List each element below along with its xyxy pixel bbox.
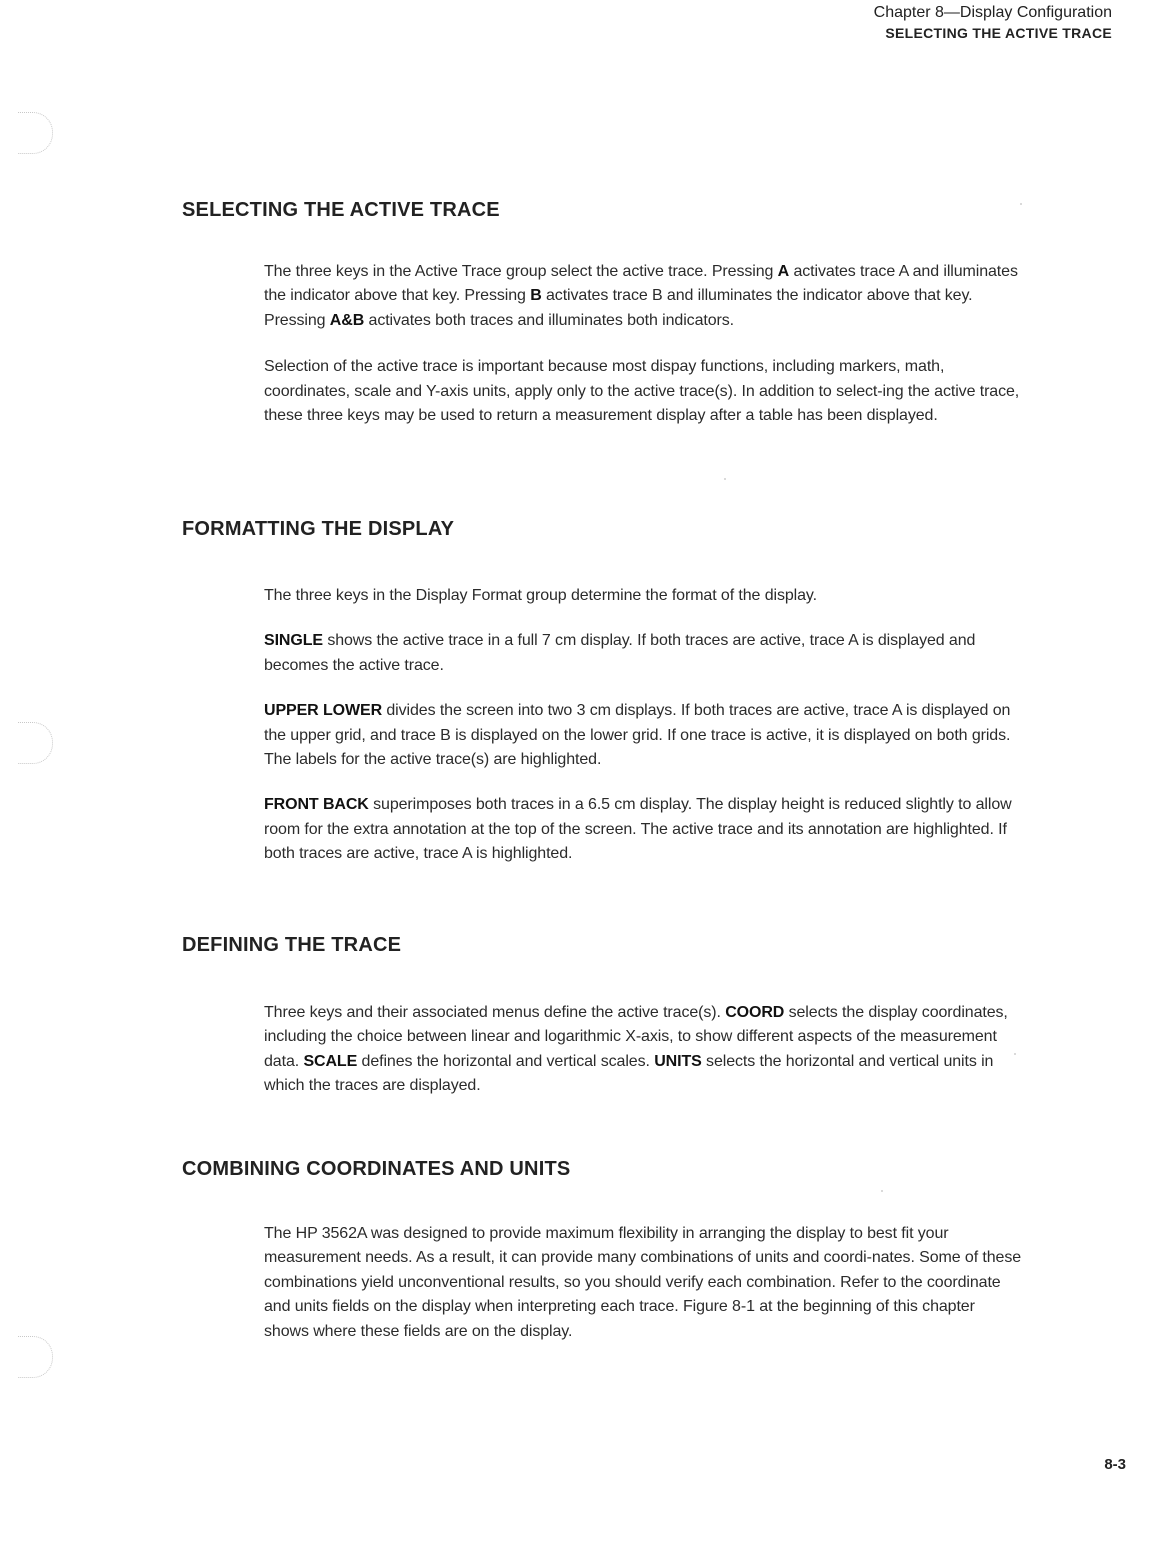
text-run: activates both traces and illuminates both indicators. [364,311,734,329]
section-body [264,260,1024,428]
section-formatting-display [182,516,1026,867]
paragraph [264,699,1024,772]
section-selecting-active-trace [182,197,1026,428]
text-run: shows the active trace in a full 7 cm display. If both traces are active, trace A is displayed and becomes the active trace. [264,632,976,674]
text-run: Three keys and their associated menus define the active trace(s). [264,1004,726,1021]
paragraph: Selection of the active trace is important because most dispay functions, including markers, math, coordinates, scale and Y-axis units, apply only to the active trace(s). In addition to select-ing the active trace, these three keys may be used to return a measurement display after a table has been displayed. [264,358,1020,425]
key-label-b: B [530,287,542,305]
text-run: divides the screen into two 3 cm displays. If both traces are active, trace A is displayed on the upper grid, and trace B is displayed on the lower grid. If one trace is active, it is displayed on both grids. The labels for the active trace(s) are highlighted. [264,702,1011,769]
binder-hole-bottom [18,1336,53,1378]
binder-hole-middle [18,722,53,764]
scan-speck [881,1190,883,1192]
paragraph [264,260,1024,333]
binder-hole-top [18,112,53,154]
paragraph [264,1001,1024,1099]
key-label-a-and-b: A&B [329,311,365,329]
key-label-front-back: FRONT BACK [264,796,369,814]
paragraph [264,629,1024,678]
section-body [264,1001,1024,1099]
scan-speck [1020,203,1022,205]
section-heading: DEFINING THE TRACE [182,934,402,956]
section-combining-coordinates-units [182,1156,1026,1344]
scan-speck [724,478,726,480]
paragraph: The three keys in the Display Format group determine the format of the display. [264,587,817,604]
running-header [874,3,1112,43]
paragraph: The HP 3562A was designed to provide maximum flexibility in arranging the display to best fit your measurement needs. As a result, it can provide many combinations of units and coordi-nates. Some of these combinations yield unconventional results, so you should verify each combination. Refer to the coordinate and units fields on the display when interpreting each trace. Figure 8-1 at the beginning of this chapter shows where these fields are on the display. [264,1225,1022,1340]
text-run: activates trace B and illuminates the indicator above that key. Pressing [264,287,973,329]
key-label-a: A [777,263,790,280]
text-run: defines the horizontal and vertical scales. [357,1052,655,1070]
paragraph [264,793,1024,866]
text-run: superimposes both traces in a 6.5 cm display. The display height is reduced slightly to allow room for the extra annotation at the top of the screen. The active trace and its annotation are highlighted. If both traces are active, trace A is highlighted. [264,796,1012,863]
key-label-units: UNITS [654,1052,702,1070]
text-run: The three keys in the Active Trace group select the active trace. Pressing [264,263,778,280]
section-defining-trace [182,932,1026,1099]
chapter-title: Chapter 8—Display Configuration [873,4,1112,21]
section-heading: COMBINING COORDINATES AND UNITS [182,1158,571,1180]
scan-speck [1014,1053,1016,1055]
key-label-coord: COORD [725,1004,785,1021]
key-label-scale: SCALE [303,1052,358,1070]
key-label-single: SINGLE [264,632,323,650]
section-body [264,1222,1024,1344]
text-run: selects the display coordinates, including the choice between linear and logarithmic X-axis, to show different aspects of the measurement data. [264,1004,1008,1070]
running-section-title: SELECTING THE ACTIVE TRACE [885,25,1112,41]
section-heading: SELECTING THE ACTIVE TRACE [182,199,500,221]
section-heading: FORMATTING THE DISPLAY [182,518,455,540]
text-run: selects the horizontal and vertical units in which the traces are displayed. [264,1052,994,1095]
key-label-upper-lower: UPPER LOWER [264,702,383,720]
text-run: activates trace A and illuminates the indicator above that key. Pressing [264,263,1018,305]
page-number: 8-3 [1104,1456,1126,1473]
section-body [264,584,1024,867]
